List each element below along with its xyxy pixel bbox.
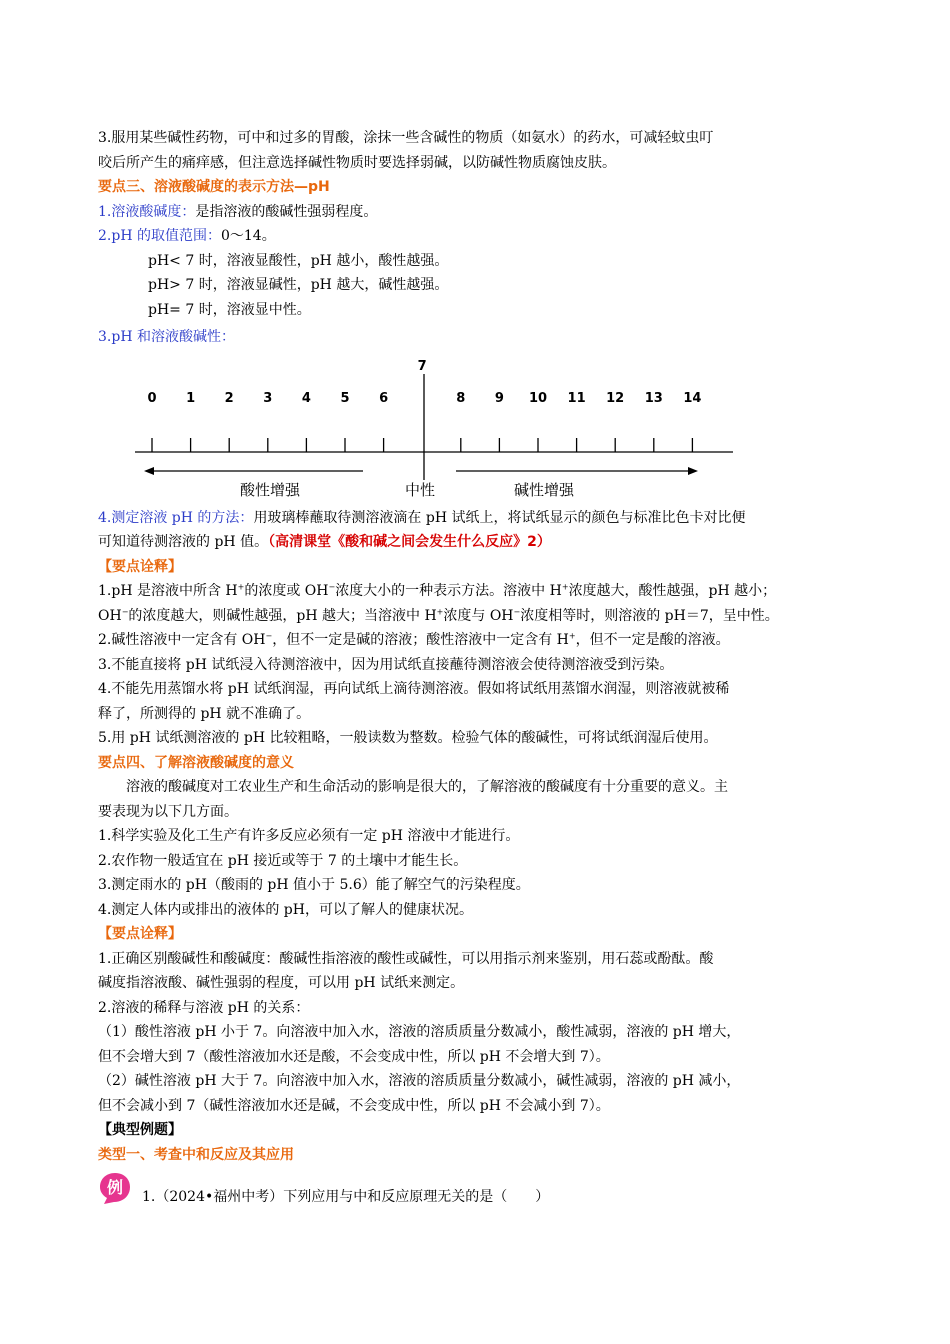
n1b-part1: OH [98, 607, 122, 624]
notes1-n1-line1 [98, 579, 858, 604]
section4-title: 要点四、了解溶液酸碱度的意义 [98, 754, 294, 771]
ph-tick-label-12: 12 [606, 390, 625, 406]
p4-text2: 可知道待测溶液的 pH 值。 [98, 534, 269, 550]
ph-tick-label-11: 11 [567, 390, 586, 406]
section3-title: 要点三、溶液酸碱度的表示方法—pH [98, 179, 330, 195]
ph-tick-label-9: 9 [494, 390, 504, 406]
notes2-n2-1-line2: 但不会增大到 7（酸性溶液加水还是酸，不会变成中性，所以 pH 不会增大到 7）。 [98, 1048, 610, 1065]
p2-text: 0～14。 [220, 228, 276, 244]
example-1-question: 1.（2024•福州中考）下列应用与中和反应原理无关的是（ ） [142, 1189, 550, 1205]
p4-label: 4.测定溶液 pH 的方法： [98, 509, 254, 526]
example-badge-icon [98, 1171, 132, 1205]
notes2-n2-1-line1: （1）酸性溶液 pH 小于 7。向溶液中加入水，溶液的溶质质量分数减小，酸性减弱，溶液的 pH 增大， [98, 1024, 741, 1040]
acid-arrow-head [144, 467, 154, 475]
ph-tick-label-13: 13 [644, 390, 663, 406]
item3-line1: 3.服用某些碱性药物，可中和过多的胃酸，涂抹一些含碱性的物质（如氨水）的药水，可减轻蚊虫叮 [98, 130, 714, 146]
base-arrow-head [688, 467, 698, 475]
p4-video-link[interactable]: （高清课堂《酸和碱之间会发生什么反应》2） [268, 534, 551, 550]
rule-neutral: pH= 7 时，溶液显中性。 [148, 301, 311, 318]
notes1-n1-line2 [98, 604, 858, 629]
example-badge-label: 例 [106, 1178, 124, 1197]
ph-scale-diagram [98, 350, 858, 500]
n2-part2: ，但不一定是碱的溶液；酸性溶液中一定含有 H [272, 632, 569, 648]
section4-item-1: 1.科学实验及化工生产有许多反应必须有一定 pH 溶液中才能进行。 [98, 828, 520, 844]
sup-minus: − [265, 631, 273, 641]
notes1-n3: 3.不能直接将 pH 试纸浸入待测溶液中，因为用试纸直接蘸待测溶液会使待测溶液受到污染。 [98, 656, 674, 673]
section3-p4-line2 [98, 530, 858, 555]
p2-label: 2.pH 的取值范围： [98, 228, 221, 244]
section3-p1 [98, 200, 858, 225]
base-increase-label: 碱性增强 [513, 480, 575, 499]
notes2-n1-line1: 1.正确区别酸碱性和酸碱度：酸碱性指溶液的酸性或碱性，可以用指示剂来鉴别，用石蕊或酚酞。酸 [98, 950, 714, 967]
sup-minus: − [328, 582, 336, 592]
notes2-n2: 2.溶液的稀释与溶液 pH 的关系： [98, 999, 310, 1016]
notes1-tag: 【要点诠释】 [98, 558, 182, 575]
neutral-label: 中性 [404, 480, 436, 499]
ph-tick-label-2: 2 [224, 390, 234, 406]
ph-tick-label-8: 8 [456, 390, 466, 406]
n1b-part3: 浓度与 OH [443, 607, 514, 624]
n2-part3: ，但不一定是酸的溶液。 [575, 632, 730, 648]
ph-tick-label-7: 7 [417, 358, 427, 374]
notes2-n2-2-line2: 但不会减小到 7（碱性溶液加水还是碱，不会变成中性，所以 pH 不会减小到 7）。 [98, 1097, 610, 1114]
p1-label: 1.溶液酸碱度： [98, 203, 196, 220]
ph-tick-label-5: 5 [340, 390, 350, 406]
document-page [98, 126, 858, 1215]
sup-h-plus: + [568, 631, 576, 641]
ph-scale-svg [98, 350, 858, 500]
notes1-n5: 5.用 pH 试纸测溶液的 pH 比较粗略，一般读数为整数。检验气体的酸碱性，可将试纸润湿后使用。 [98, 730, 718, 746]
section4-item-3: 3.测定雨水的 pH（酸雨的 pH 值小于 5.6）能了解空气的污染程度。 [98, 877, 530, 893]
n1a-part3: 浓度大小的一种表示方法。溶液中 H [335, 583, 562, 599]
item3-line2: 咬后所产生的痛痒感，但注意选择碱性物质时要选择弱碱，以防碱性物质腐蚀皮肤。 [98, 154, 616, 171]
ph-tick-label-3: 3 [263, 390, 273, 406]
ph-tick-label-0: 0 [147, 390, 157, 406]
rule-base: pH> 7 时，溶液显碱性，pH 越大，碱性越强。 [148, 277, 449, 293]
section3-p2 [98, 224, 858, 249]
type1-title: 类型一、考查中和反应及其应用 [98, 1146, 294, 1163]
n1a-part2: 的浓度或 OH [244, 583, 329, 599]
ph-tick-label-1: 1 [186, 390, 196, 406]
ph-tick-label-10: 10 [528, 390, 548, 406]
p3-label: 3.pH 和溶液酸碱性： [98, 329, 235, 345]
notes2-n2-2-line1: （2）碱性溶液 pH 大于 7。向溶液中加入水，溶液的溶质质量分数减小，碱性减弱，溶液的 pH 减小， [98, 1073, 741, 1089]
ph-tick-label-4: 4 [301, 390, 311, 406]
acid-increase-label: 酸性增强 [239, 480, 301, 499]
section3-p4-line1 [98, 506, 858, 531]
example-1 [98, 1169, 858, 1215]
rule-acid: pH< 7 时，溶液显酸性，pH 越小，酸性越强。 [148, 252, 449, 269]
notes1-n4-line1: 4.不能先用蒸馏水将 pH 试纸润湿，再向试纸上滴待测溶液。假如将试纸用蒸馏水润湿，则溶液就被稀 [98, 681, 730, 697]
p4-text1: 用玻璃棒蘸取待测溶液滴在 pH 试纸上，将试纸显示的颜色与标准比色卡对比便 [253, 509, 746, 526]
sup-h-plus: + [561, 582, 569, 592]
n1b-part2: 的浓度越大，则碱性越强，pH 越大；当溶液中 H [128, 607, 437, 624]
sup-minus: − [513, 606, 521, 616]
p1-text: 是指溶液的酸碱性强弱程度。 [195, 203, 378, 220]
notes2-n1-line2: 碱度指溶液酸、碱性强弱的程度，可以用 pH 试纸来测定。 [98, 975, 465, 991]
section4-intro-line1: 溶液的酸碱度对工农业生产和生命活动的影响是很大的，了解溶液的酸碱度有十分重要的意义。主 [126, 779, 728, 795]
examples-tag: 【典型例题】 [98, 1122, 182, 1138]
notes1-n4-line2: 释了，所测得的 pH 就不准确了。 [98, 705, 311, 722]
n2-part1: 2.碱性溶液中一定含有 OH [98, 632, 266, 648]
notes1-n2 [98, 628, 858, 653]
sup-minus: − [121, 606, 129, 616]
n1a-part1: 1.pH 是溶液中所含 H [98, 583, 238, 599]
n1a-part4: 浓度越大，酸性越强，pH 越小； [568, 583, 777, 599]
ph-tick-label-14: 14 [683, 390, 702, 406]
section4-intro-line2: 要表现为以下几方面。 [98, 803, 238, 820]
section4-item-2: 2.农作物一般适宜在 pH 接近或等于 7 的土壤中才能生长。 [98, 852, 468, 869]
n1b-part4: 浓度相等时，则溶液的 pH＝7，呈中性。 [520, 607, 779, 624]
sup-h-plus: + [436, 606, 444, 616]
notes2-tag: 【要点诠释】 [98, 926, 182, 942]
sup-h-plus: + [237, 582, 245, 592]
ph-tick-label-6: 6 [379, 390, 389, 406]
section4-item-4: 4.测定人体内或排出的液体的 pH，可以了解人的健康状况。 [98, 901, 473, 918]
section3-p3 [98, 325, 858, 350]
